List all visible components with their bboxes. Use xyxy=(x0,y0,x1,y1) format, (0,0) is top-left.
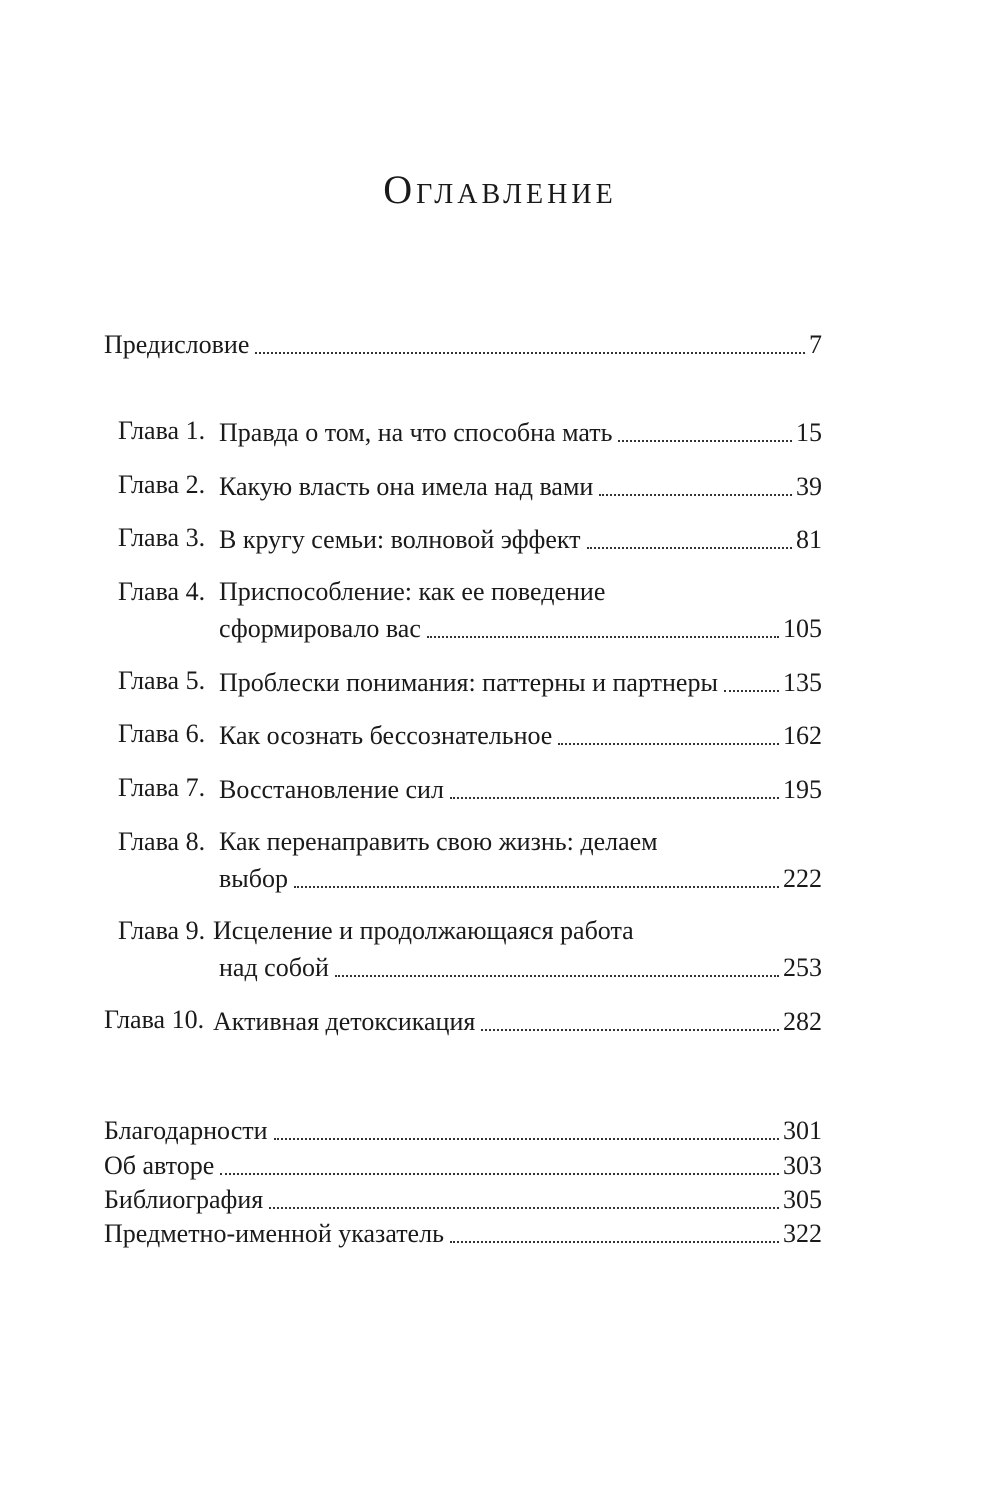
toc-entry-title-line1: Как перенаправить свою жизнь: делаем xyxy=(219,827,658,856)
leader-dots xyxy=(450,797,779,799)
toc-entry-page: 301 xyxy=(783,1116,822,1145)
toc-entry-about-author xyxy=(104,1147,822,1183)
toc-entry-foreword xyxy=(104,326,822,362)
chapter-label: Глава 7. xyxy=(118,773,206,802)
leader-dots xyxy=(294,886,779,888)
chapter-label: Глава 6. xyxy=(118,719,206,748)
toc-entry-page: 195 xyxy=(783,775,822,804)
toc-entry-title: Восстановление сил xyxy=(219,775,444,804)
toc-entry-title: Об авторе xyxy=(104,1151,215,1180)
leader-dots xyxy=(274,1138,779,1140)
leader-dots xyxy=(724,690,779,692)
toc-entry-page: 322 xyxy=(783,1219,822,1248)
toc-entry-chapter-3 xyxy=(219,521,822,557)
toc-entry-index xyxy=(104,1215,822,1251)
toc-entry-title-line1: Приспособление: как ее поведение xyxy=(219,577,606,606)
toc-entry-page: 81 xyxy=(796,525,822,554)
toc-entry-chapter-1 xyxy=(219,414,822,450)
toc-entry-page: 305 xyxy=(783,1185,822,1214)
toc-entry-chapter-8 xyxy=(219,860,822,896)
toc-entry-page: 222 xyxy=(783,864,822,893)
toc-entry-chapter-2 xyxy=(219,468,822,504)
toc-entry-bibliography xyxy=(104,1181,822,1217)
chapter-label: Глава 10. xyxy=(104,1005,205,1034)
chapter-label: Глава 9. xyxy=(118,916,206,945)
toc-entry-page: 105 xyxy=(783,614,822,643)
toc-entry-page: 7 xyxy=(809,330,822,359)
leader-dots xyxy=(450,1241,779,1243)
toc-entry-title-line1: Исцеление и продолжающаяся работа xyxy=(213,916,634,945)
chapter-label: Глава 8. xyxy=(118,827,206,856)
toc-entry-title: Предисловие xyxy=(104,330,250,359)
leader-dots xyxy=(220,1173,779,1175)
toc-entry-page: 15 xyxy=(796,418,822,447)
leader-dots xyxy=(587,547,792,549)
toc-entry-title: Правда о том, на что способна мать xyxy=(219,418,613,447)
toc-entry-title: В кругу семьи: волновой эффект xyxy=(219,525,581,554)
leader-dots xyxy=(558,743,779,745)
toc-entry-chapter-5 xyxy=(219,664,822,700)
toc-entry-title-line2: выбор xyxy=(219,864,288,893)
toc-entry-title: Предметно-именной указатель xyxy=(104,1219,444,1248)
leader-dots xyxy=(255,352,805,354)
toc-entry-title: Благодарности xyxy=(104,1116,268,1145)
chapter-label: Глава 4. xyxy=(118,577,206,606)
toc-entry-title: Какую власть она имела над вами xyxy=(219,472,594,501)
chapter-label: Глава 3. xyxy=(118,523,206,552)
leader-dots xyxy=(481,1029,779,1031)
page-title: Оглавление xyxy=(383,167,617,212)
toc-entry-title: Проблески понимания: паттерны и партнеры xyxy=(219,668,718,697)
leader-dots xyxy=(427,636,779,638)
chapter-label: Глава 1. xyxy=(118,416,206,445)
chapter-label: Глава 2. xyxy=(118,470,206,499)
toc-entry-title-line2: над собой xyxy=(219,953,329,982)
chapter-label: Глава 5. xyxy=(118,666,206,695)
toc-entry-chapter-6 xyxy=(219,717,822,753)
toc-entry-title: Как осознать бессознательное xyxy=(219,721,553,750)
toc-entry-chapter-9 xyxy=(219,949,822,985)
toc-entry-title: Активная детоксикация xyxy=(213,1007,476,1036)
toc-entry-acknowledgements xyxy=(104,1112,822,1148)
toc-entry-page: 282 xyxy=(783,1007,822,1036)
toc-entry-page: 253 xyxy=(783,953,822,982)
toc-entry-page: 303 xyxy=(783,1151,822,1180)
leader-dots xyxy=(618,440,792,442)
leader-dots xyxy=(269,1207,779,1209)
toc-entry-title: Библиография xyxy=(104,1185,264,1214)
toc-entry-page: 162 xyxy=(783,721,822,750)
toc-entry-page: 135 xyxy=(783,668,822,697)
toc-entry-chapter-4 xyxy=(219,610,822,646)
leader-dots xyxy=(599,494,792,496)
toc-entry-page: 39 xyxy=(796,472,822,501)
toc-entry-chapter-10 xyxy=(213,1003,822,1039)
leader-dots xyxy=(335,975,779,977)
toc-entry-chapter-7 xyxy=(219,771,822,807)
toc-entry-title-line2: сформировало вас xyxy=(219,614,421,643)
